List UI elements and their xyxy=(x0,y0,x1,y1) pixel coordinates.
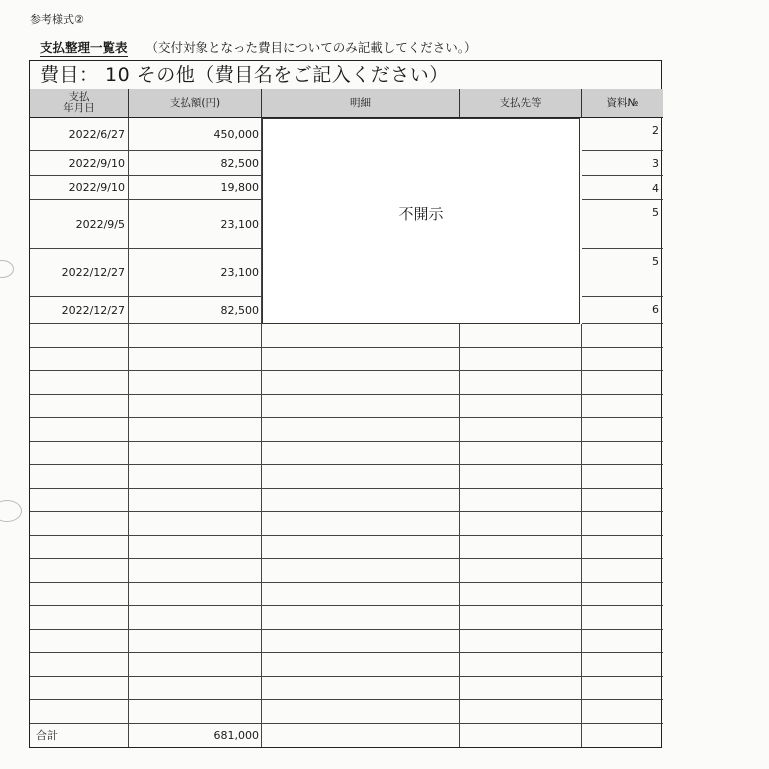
cell-doc-no: 5 xyxy=(582,249,663,297)
cell-doc-no xyxy=(582,512,663,536)
total-cell xyxy=(262,724,460,748)
cell-date xyxy=(30,348,129,372)
cell-amount: 19,800 xyxy=(129,176,262,200)
cell-payee xyxy=(460,559,582,583)
cell-payee xyxy=(460,489,582,513)
total-cell xyxy=(460,724,582,748)
cell-payee xyxy=(460,442,582,466)
cell-amount xyxy=(129,653,262,677)
cell-doc-no xyxy=(582,630,663,654)
cell-details xyxy=(262,536,460,560)
cell-doc-no xyxy=(582,653,663,677)
cell-details xyxy=(262,324,460,348)
cell-doc-no: 6 xyxy=(582,297,663,324)
cell-details xyxy=(262,442,460,466)
header-payee: 支払先等 xyxy=(460,89,582,118)
cell-amount xyxy=(129,606,262,630)
cell-amount xyxy=(129,559,262,583)
cell-doc-no: 4 xyxy=(582,176,663,200)
cell-details xyxy=(262,489,460,513)
cell-amount: 23,100 xyxy=(129,249,262,297)
cell-amount: 82,500 xyxy=(129,151,262,176)
cell-details xyxy=(262,465,460,489)
cell-doc-no xyxy=(582,371,663,395)
cell-date: 2022/9/10 xyxy=(30,176,129,200)
cell-amount xyxy=(129,536,262,560)
cell-date xyxy=(30,653,129,677)
document-title xyxy=(40,38,477,56)
cell-payee xyxy=(460,630,582,654)
cell-details xyxy=(262,512,460,536)
header-details: 明細 xyxy=(262,89,460,118)
cell-date: 2022/9/5 xyxy=(30,200,129,249)
cell-amount xyxy=(129,677,262,701)
redaction-box xyxy=(262,118,580,324)
cell-date xyxy=(30,536,129,560)
cell-amount xyxy=(129,418,262,442)
cell-payee xyxy=(460,677,582,701)
form-reference: 参考様式② xyxy=(30,13,84,26)
cell-payee xyxy=(460,700,582,724)
cell-amount: 23,100 xyxy=(129,200,262,249)
cell-doc-no xyxy=(582,536,663,560)
cell-date: 2022/6/27 xyxy=(30,118,129,151)
cell-amount xyxy=(129,465,262,489)
cell-amount xyxy=(129,700,262,724)
cell-payee xyxy=(460,371,582,395)
cell-date xyxy=(30,324,129,348)
payment-table xyxy=(29,60,662,748)
cell-date xyxy=(30,677,129,701)
cell-amount xyxy=(129,512,262,536)
cell-amount xyxy=(129,583,262,607)
cell-date xyxy=(30,583,129,607)
cell-date xyxy=(30,606,129,630)
cell-details xyxy=(262,348,460,372)
cell-amount xyxy=(129,371,262,395)
cell-payee xyxy=(460,324,582,348)
cell-date xyxy=(30,630,129,654)
cell-date xyxy=(30,559,129,583)
cell-date xyxy=(30,512,129,536)
cell-doc-no xyxy=(582,395,663,419)
header-amount: 支払額(円) xyxy=(129,89,262,118)
cell-date: 2022/12/27 xyxy=(30,249,129,297)
cell-amount: 450,000 xyxy=(129,118,262,151)
cell-payee xyxy=(460,348,582,372)
cell-doc-no xyxy=(582,583,663,607)
header-doc-no: 資料№ xyxy=(582,89,663,118)
header-date-line2: 年月日 xyxy=(63,102,95,114)
cell-date xyxy=(30,418,129,442)
cell-details xyxy=(262,583,460,607)
cell-date xyxy=(30,489,129,513)
cell-details xyxy=(262,418,460,442)
cell-amount xyxy=(129,442,262,466)
cell-details xyxy=(262,395,460,419)
cell-doc-no: 3 xyxy=(582,151,663,176)
cell-amount xyxy=(129,395,262,419)
cell-date: 2022/9/10 xyxy=(30,151,129,176)
cell-date xyxy=(30,465,129,489)
total-label: 合計 xyxy=(30,724,129,748)
cell-amount xyxy=(129,348,262,372)
cell-doc-no xyxy=(582,606,663,630)
cell-amount xyxy=(129,489,262,513)
title-note: （交付対象となった費目についてのみ記載してください。） xyxy=(145,40,477,55)
cell-date xyxy=(30,395,129,419)
cell-amount xyxy=(129,630,262,654)
punch-hole xyxy=(0,260,14,278)
category-heading: 費目： 10 その他（費目名をご記入ください） xyxy=(30,61,661,90)
redaction-label: 不開示 xyxy=(398,204,444,223)
cell-date xyxy=(30,442,129,466)
total-cell xyxy=(582,724,663,748)
cell-amount: 82,500 xyxy=(129,297,262,324)
punch-hole xyxy=(0,500,22,522)
cell-details xyxy=(262,677,460,701)
cell-doc-no xyxy=(582,465,663,489)
cell-details xyxy=(262,653,460,677)
cell-doc-no: 5 xyxy=(582,200,663,249)
cell-doc-no xyxy=(582,677,663,701)
cell-doc-no xyxy=(582,348,663,372)
cell-amount xyxy=(129,324,262,348)
header-date xyxy=(30,89,129,118)
cell-details xyxy=(262,371,460,395)
cell-date: 2022/12/27 xyxy=(30,297,129,324)
cell-doc-no xyxy=(582,559,663,583)
header-date-line1: 支払 xyxy=(68,91,90,103)
title-main: 支払整理一覧表 xyxy=(40,40,128,55)
cell-doc-no xyxy=(582,324,663,348)
cell-date xyxy=(30,371,129,395)
cell-payee xyxy=(460,536,582,560)
cell-date xyxy=(30,700,129,724)
cell-payee xyxy=(460,395,582,419)
cell-doc-no: 2 xyxy=(582,118,663,151)
cell-payee xyxy=(460,418,582,442)
cell-doc-no xyxy=(582,489,663,513)
cell-doc-no xyxy=(582,442,663,466)
cell-payee xyxy=(460,583,582,607)
total-amount: 681,000 xyxy=(129,724,262,748)
cell-details xyxy=(262,606,460,630)
cell-details xyxy=(262,630,460,654)
cell-payee xyxy=(460,606,582,630)
cell-doc-no xyxy=(582,418,663,442)
cell-payee xyxy=(460,465,582,489)
cell-payee xyxy=(460,512,582,536)
cell-details xyxy=(262,559,460,583)
cell-details xyxy=(262,700,460,724)
cell-payee xyxy=(460,653,582,677)
cell-doc-no xyxy=(582,700,663,724)
